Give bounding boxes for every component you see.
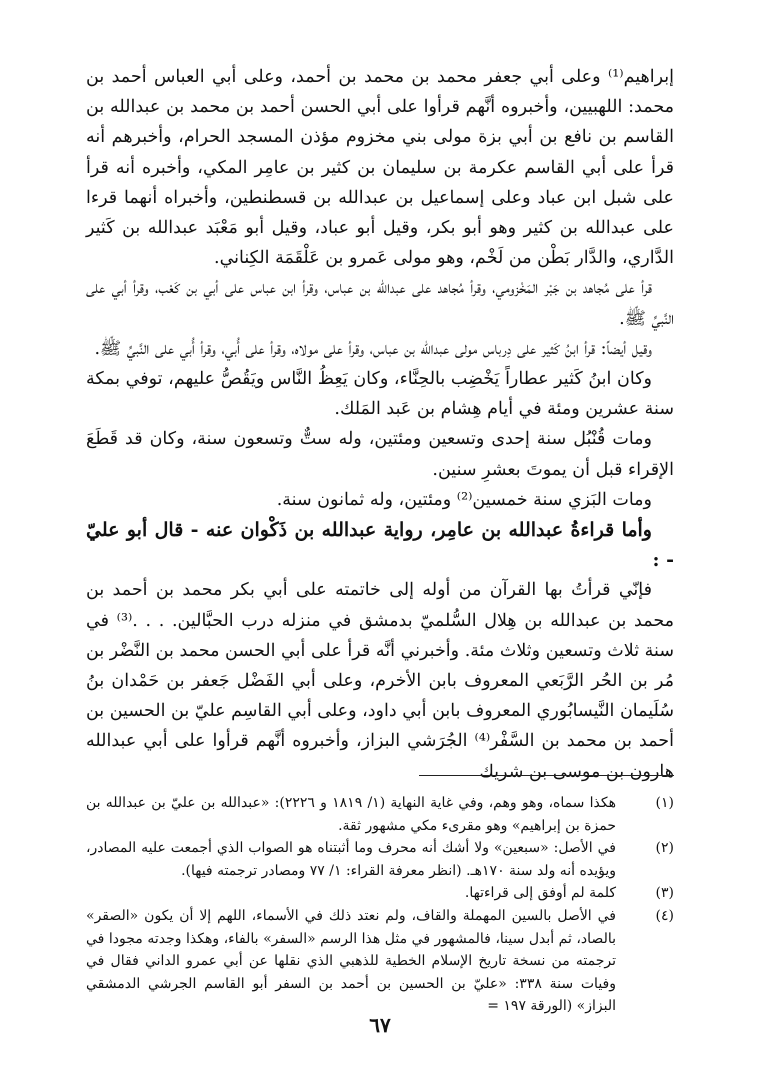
footnote-text: كلمة لم أوفق إلى قراءتها. — [464, 885, 616, 902]
footnote-number: (١) — [655, 795, 674, 811]
paragraph-ibn-kathir-bio: وكان ابنُ كَثير عطاراً يَخْضِب بالحِنَّاء، وكان يَعِظُ النَّاس ويَقُصُّ عليهم، توفي بمكة سنة عشرين ومئة في أيام هِشام بن عَبد المَلك. — [86, 369, 674, 420]
paragraph-mujahid-chain: قرأ على مُجاهد بن جَبْر المَخْزومي، وقرأ مُجاهد على عبدالله بن عباس، وقرأ ابن عباس على أبي بن كَعْب، وقرأ أبي على النَّبيِّ ﷺ. — [86, 278, 674, 329]
footnote-4 — [86, 905, 674, 1018]
paragraph-qunbul-death: ومات قُنْبُل سنة إحدى وتسعين ومئتين، وله ستٌّ وتسعون سنة، وكان قد قَطَعَ الإقراء قبل أن يموتَ بعشرِ سنين. — [86, 429, 674, 480]
main-text — [86, 62, 674, 787]
paragraph-dirbas-chain: وقيل أيضاً: قرأ ابنُ كَثير على دِرباس مولى عبدالله بن عباس، وقرأ على مولاه، وقرأ على أُبي، وقرأ أُبي على النَّبيِّ ﷺ. — [94, 338, 652, 359]
paragraph-ibn-amir-isnad: فإنّي قرأتُ بها القرآن من أوله إلى خاتمته على أبي بكر محمد بن أحمد بن محمد بن عبدالله بن هِلال السُّلميّ بدمشق في منزله درب الحبَّالين. . . .⁽³⁾ في سنة ثلاث وتسعين وثلاث مئة. وأخبرني أنَّه قرأ على أبي الحسن محمد بن النَّضْر بن مُر بن الحُر الرَّبَعي المعروف بابن الأخرم، وعلى أبي الفَضْل جَعفر بن حَمْدان بنُ سُلَيمان النَّيسابُوري المعروف بابن أبي داود، وعلى أبي القاسِم عليّ بن الحسين بن أحمد بن محمد بن السَّفْر⁽⁴⁾ الجُرَشي البزاز، وأخبروه أنَّهم قرأوا على أبي عبدالله هارون بن موسى بن شريك — [85, 580, 675, 782]
footnote-2 — [86, 837, 674, 882]
footnotes — [86, 792, 674, 1018]
footnote-number: (٤) — [655, 907, 674, 924]
footnote-3 — [86, 882, 674, 905]
section-heading-ibn-amir: وأما قراءةُ عبدالله بن عامِر، رواية عبدالله بن ذَكْوان عنه - قال أبو عليّ - : — [86, 519, 674, 572]
footnote-text: في الأصل بالسين المهملة والقاف، ولم نعتد ذلك في الأسماء، اللهم إلا أن يكون «الصقر» بالصاد، ثم أبدل سينا، فالمشهور في مثل هذا الرسم «السفر» بالفاء، وهكذا وجدته مجودا في ترجمته من نسخة تاريخ الإسلام الخطية للذهبي الذي نقلها عن أبي عمرو الداني فقال في وفيات سنة ٣٣٨: «عليّ بن الحسين بن أحمد بن السفر أبو القاسم الجرشي الدمشقي البزاز» (الورقة ١٩٧ = — [86, 907, 616, 1015]
paragraph-bazzi-death: ومات البَزي سنة خمسين⁽²⁾ ومئتين، وله ثمانون سنة. — [276, 489, 652, 510]
footnote-number: (٢) — [655, 840, 674, 857]
footnote-1 — [86, 792, 674, 837]
footnote-number: (٣) — [655, 885, 674, 902]
footnote-text: هكذا سماه، وهو وهم، وفي غاية النهاية (١/ ١٨١٩ و ٢٢٢٦): «عبدالله بن عليّ بن عبدالله بن حمزة بن إبراهيم» وهو مقرىء مكي مشهور ثقة. — [86, 795, 616, 834]
page-number: ٦٧ — [369, 1013, 391, 1037]
footnote-divider — [419, 775, 674, 776]
paragraph-isnad-ibn-kathir: إبراهيم⁽¹⁾ وعلى أبي جعفر محمد بن محمد بن أحمد، وعلى أبي العباس أحمد بن محمد: اللهبيين، وأخبروه أنَّهم قرأوا على أبي الحسن أحمد بن محمد بن عبدالله بن القاسم بن نافع بن أبي بزة مولى بني مخزوم مؤذن المسجد الحرام، وأخبرهم أنه قرأ على أبي القاسم عكرمة بن سليمان بن كثير بن عامِر المكي، وأخبره أنه قرأ على شبل ابن عباد وعلى إسماعيل بن عبدالله بن قسطنطين، وأخبراه أنهما قرءا على عبدالله بن كثير وهو أبو بكر، وقيل أبو عباد، وقيل أبو مَعْبَد عبدالله بن كَثير الدَّاري، والدَّار بَطْن من لَخْم، وهو مولى عَمرو بن عَلْقَمَة الكِناني. — [86, 67, 674, 269]
footnote-text: في الأصل: «سبعين» ولا أشك أنه محرف وما أثبتناه هو الصواب الذي أجمعت عليه المصادر، ويؤيده أنه ولد سنة ١٧٠هـ. (انظر معرفة القراء: ١/ ٧٧ ومصادر ترجمته فيها). — [86, 840, 616, 879]
